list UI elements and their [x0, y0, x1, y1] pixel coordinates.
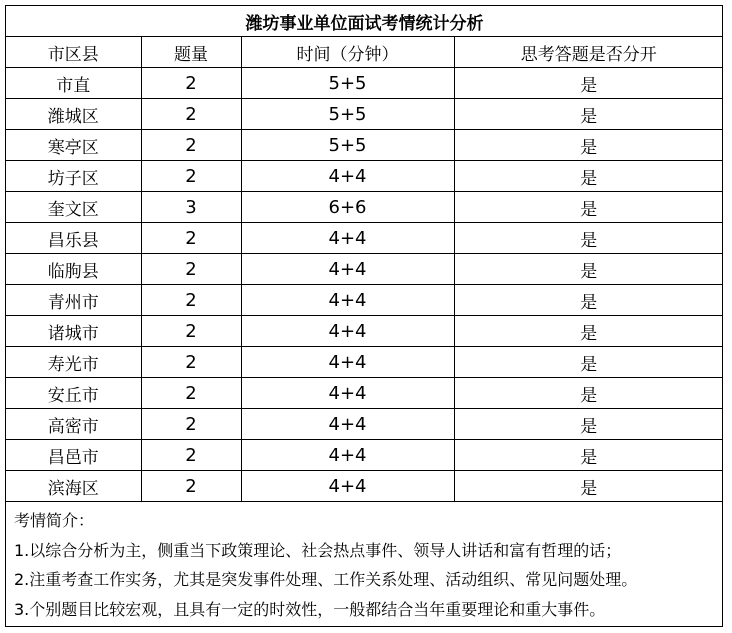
- table-row: [6, 471, 723, 502]
- cell-question-count: 3: [141, 192, 241, 223]
- notes-section: [6, 502, 722, 624]
- cell-time: 4+4: [241, 409, 454, 440]
- cell-separate: 是: [454, 192, 723, 223]
- cell-question-count: 2: [141, 316, 241, 347]
- cell-district: 诸城市: [6, 316, 141, 347]
- table-row: [6, 378, 723, 409]
- table-row: [6, 254, 723, 285]
- cell-time: 4+4: [241, 471, 454, 502]
- cell-district: 潍城区: [6, 99, 141, 130]
- cell-time: 4+4: [241, 223, 454, 254]
- cell-separate: 是: [454, 471, 723, 502]
- cell-district: 临朐县: [6, 254, 141, 285]
- cell-separate: 是: [454, 440, 723, 471]
- cell-district: 安丘市: [6, 378, 141, 409]
- cell-question-count: 2: [141, 223, 241, 254]
- notes-item-1: 1.以综合分析为主，侧重当下政策理论、社会热点事件、领导人讲话和富有哲理的话；: [14, 540, 622, 560]
- cell-district: 寿光市: [6, 347, 141, 378]
- cell-separate: 是: [454, 347, 723, 378]
- cell-separate: 是: [454, 161, 723, 192]
- cell-district: 奎文区: [6, 192, 141, 223]
- cell-question-count: 2: [141, 99, 241, 130]
- column-header-time: 时间（分钟）: [241, 37, 454, 68]
- table-row: [6, 130, 723, 161]
- cell-question-count: 2: [141, 409, 241, 440]
- title-row: [6, 6, 723, 37]
- cell-district: 青州市: [6, 285, 141, 316]
- cell-separate: 是: [454, 223, 723, 254]
- cell-question-count: 2: [141, 440, 241, 471]
- cell-time: 4+4: [241, 316, 454, 347]
- cell-question-count: 2: [141, 471, 241, 502]
- cell-time: 5+5: [241, 130, 454, 161]
- table-row: [6, 223, 723, 254]
- cell-time: 4+4: [241, 347, 454, 378]
- column-header-separate: 思考答题是否分开: [454, 37, 723, 68]
- cell-time: 4+4: [241, 378, 454, 409]
- cell-separate: 是: [454, 68, 723, 99]
- cell-separate: 是: [454, 254, 723, 285]
- notes-heading: 考情简介：: [14, 511, 95, 530]
- table-row: [6, 347, 723, 378]
- stats-table: [6, 6, 723, 502]
- cell-time: 5+5: [241, 99, 454, 130]
- table-row: [6, 161, 723, 192]
- cell-question-count: 2: [141, 254, 241, 285]
- cell-district: 市直: [6, 68, 141, 99]
- cell-separate: 是: [454, 409, 723, 440]
- cell-separate: 是: [454, 285, 723, 316]
- cell-district: 寒亭区: [6, 130, 141, 161]
- notes-item-3: 3.个别题目比较宏观，且具有一定的时效性，一般都结合当年重要理论和重大事件。: [14, 599, 606, 619]
- cell-question-count: 2: [141, 285, 241, 316]
- table-row: [6, 68, 723, 99]
- cell-question-count: 2: [141, 161, 241, 192]
- cell-question-count: 2: [141, 347, 241, 378]
- cell-question-count: 2: [141, 130, 241, 161]
- cell-time: 4+4: [241, 285, 454, 316]
- table-row: [6, 440, 723, 471]
- column-header-question-count: 题量: [141, 37, 241, 68]
- cell-question-count: 2: [141, 378, 241, 409]
- cell-separate: 是: [454, 130, 723, 161]
- cell-district: 昌乐县: [6, 223, 141, 254]
- interview-stats-sheet: [5, 5, 723, 627]
- cell-separate: 是: [454, 378, 723, 409]
- cell-district: 滨海区: [6, 471, 141, 502]
- table-row: [6, 285, 723, 316]
- cell-district: 坊子区: [6, 161, 141, 192]
- table-row: [6, 99, 723, 130]
- cell-separate: 是: [454, 316, 723, 347]
- cell-district: 高密市: [6, 409, 141, 440]
- column-header-district: 市区县: [6, 37, 141, 68]
- table-row: [6, 316, 723, 347]
- cell-time: 5+5: [241, 68, 454, 99]
- header-row: [6, 37, 723, 68]
- cell-time: 4+4: [241, 440, 454, 471]
- cell-time: 4+4: [241, 161, 454, 192]
- table-row: [6, 192, 723, 223]
- cell-district: 昌邑市: [6, 440, 141, 471]
- notes-item-2: 2.注重考查工作实务，尤其是突发事件处理、工作关系处理、活动组织、常见问题处理。: [14, 570, 638, 589]
- table-title: 潍坊事业单位面试考情统计分析: [6, 6, 723, 37]
- cell-time: 4+4: [241, 254, 454, 285]
- table-row: [6, 409, 723, 440]
- cell-question-count: 2: [141, 68, 241, 99]
- cell-separate: 是: [454, 99, 723, 130]
- cell-time: 6+6: [241, 192, 454, 223]
